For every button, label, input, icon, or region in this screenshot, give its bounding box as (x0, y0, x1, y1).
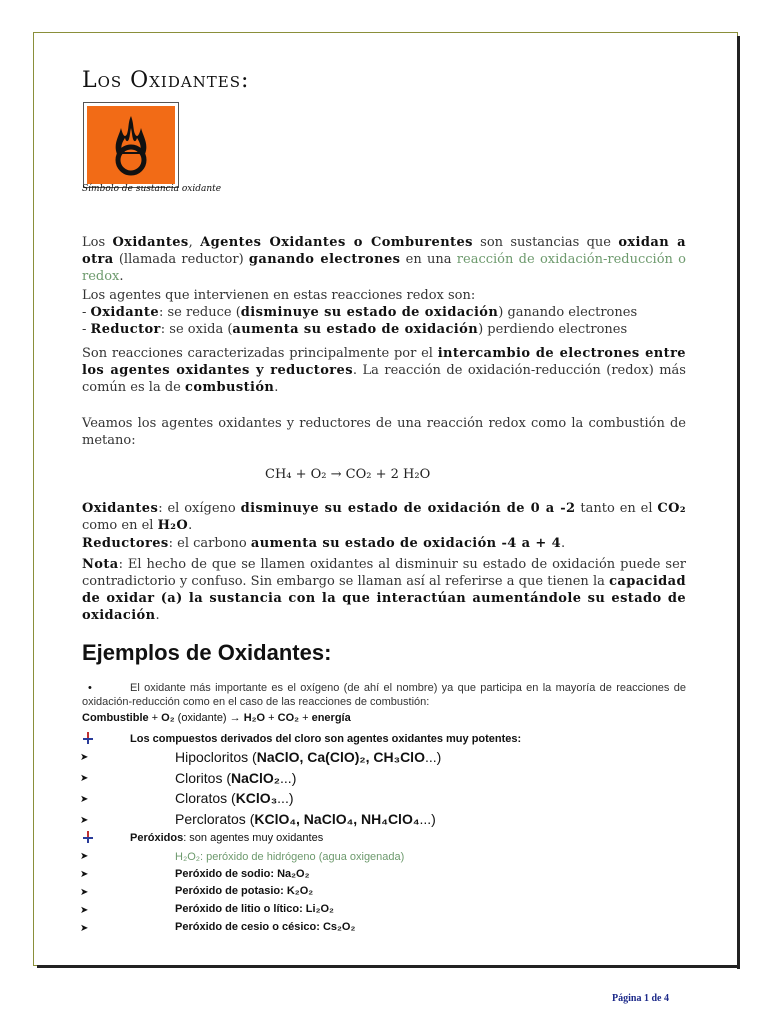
peroxide-item: Peróxido de potasio: K₂O₂ (175, 885, 314, 897)
arrow-bullet-icon: ➤ (80, 887, 89, 898)
arrow-bullet-icon: ➤ (80, 851, 89, 862)
chlorine-heading: Los compuestos derivados del cloro son agentes oxidantes muy potentes: (130, 733, 522, 745)
agents-paragraph: Los agentes que intervienen en estas reacciones redox son: - Oxidante: se reduce (disminuye su estado de oxidación) ganando electrones - Reductor: se oxida (aumenta su estado de oxidación) perdiendo electrones (82, 288, 638, 337)
chlorine-item: Hipocloritos (NaClO, Ca(ClO)₂, CH₃ClO...) (175, 749, 442, 765)
chlorine-item: Cloratos (KClO₃...) (175, 790, 294, 806)
combustion-equation: Combustible + O₂ (oxidante) → H₂O + CO₂ + energía (82, 712, 351, 724)
peroxide-item: Peróxido de cesio o césico: Cs₂O₂ (175, 921, 356, 933)
chlorine-item: Percloratos (KClO₄, NaClO₄, NH₄ClO₄...) (175, 811, 436, 827)
arrow-bullet-icon: ➤ (80, 923, 89, 934)
peroxide-item: Peróxido de litio o lítico: Li₂O₂ (175, 903, 334, 915)
frame-shadow-bottom (37, 965, 740, 968)
page-title: Los Oxidantes: (82, 68, 250, 93)
reducers-line: Reductores: el carbono aumenta su estado de oxidación -4 a + 4. (82, 536, 566, 551)
oxidants-line: Oxidantes: el oxígeno disminuye su estado de oxidación de 0 a -2 tanto en el CO₂ como en el H₂O. (82, 501, 686, 533)
symbol-caption: Símbolo de sustancia oxidante (82, 184, 222, 194)
arrow-bullet-icon: ➤ (80, 815, 89, 826)
oxidant-symbol-background (87, 106, 175, 184)
methane-paragraph: Veamos los agentes oxidantes y reductores de una reacción redox como la combustión de metano: (82, 416, 686, 448)
arrow-bullet-icon: ➤ (80, 905, 89, 916)
arrow-bullet-icon: ➤ (80, 794, 89, 805)
peroxides-heading: Peróxidos: son agentes muy oxidantes (130, 832, 324, 844)
arrow-bullet-icon: ➤ (80, 752, 89, 763)
redox-link[interactable]: reacción de oxidación-reducción o redox (82, 252, 687, 284)
frame-shadow-right (737, 36, 740, 969)
arrow-bullet-icon: ➤ (80, 869, 89, 880)
reactions-paragraph: Son reacciones caracterizadas principalmente por el intercambio de electrones entre los agentes oxidantes y reductores. La reacción de oxidación-reducción (redox) más común es la de combustión. (82, 346, 686, 395)
examples-title: Ejemplos de Oxidantes: (82, 640, 332, 665)
arrow-bullet-icon: ➤ (80, 773, 89, 784)
page-number: Página 1 de 4 (612, 993, 669, 1004)
oxidant-symbol (83, 102, 179, 188)
peroxide-item: H₂O₂: peróxido de hidrógeno (agua oxigenada) (175, 851, 405, 863)
flame-over-circle-icon (87, 106, 175, 184)
methane-equation: CH₄ + O₂ → CO₂ + 2 H₂O (265, 467, 431, 482)
peroxide-item: Peróxido de sodio: Na₂O₂ (175, 868, 310, 880)
oxygen-bullet: El oxidante más importante es el oxígeno (de ahí el nombre) ya que participa en la mayoría de reacciones de oxidación-reducción como en el caso de las reacciones de combustión: (82, 682, 686, 708)
note-paragraph: Nota: El hecho de que se llamen oxidantes al disminuir su estado de oxidación puede ser contradictorio y confuso. Sin embargo se llaman así al referirse a que tienen la capacidad de oxidar (a) la sustancia con la que interactúan aumentándole su estado de oxidación. (82, 557, 686, 623)
intro-paragraph: Los Oxidantes, Agentes Oxidantes o Comburentes son sustancias que oxidan a otra (llamada reductor) ganando electrones en una reacción de oxidación-reducción o redox. (82, 235, 687, 284)
pushpin-bullet-icon (82, 831, 94, 843)
pushpin-bullet-icon (82, 732, 94, 744)
bullet-dot-icon: • (88, 682, 92, 694)
chlorine-item: Cloritos (NaClO₂...) (175, 770, 297, 786)
